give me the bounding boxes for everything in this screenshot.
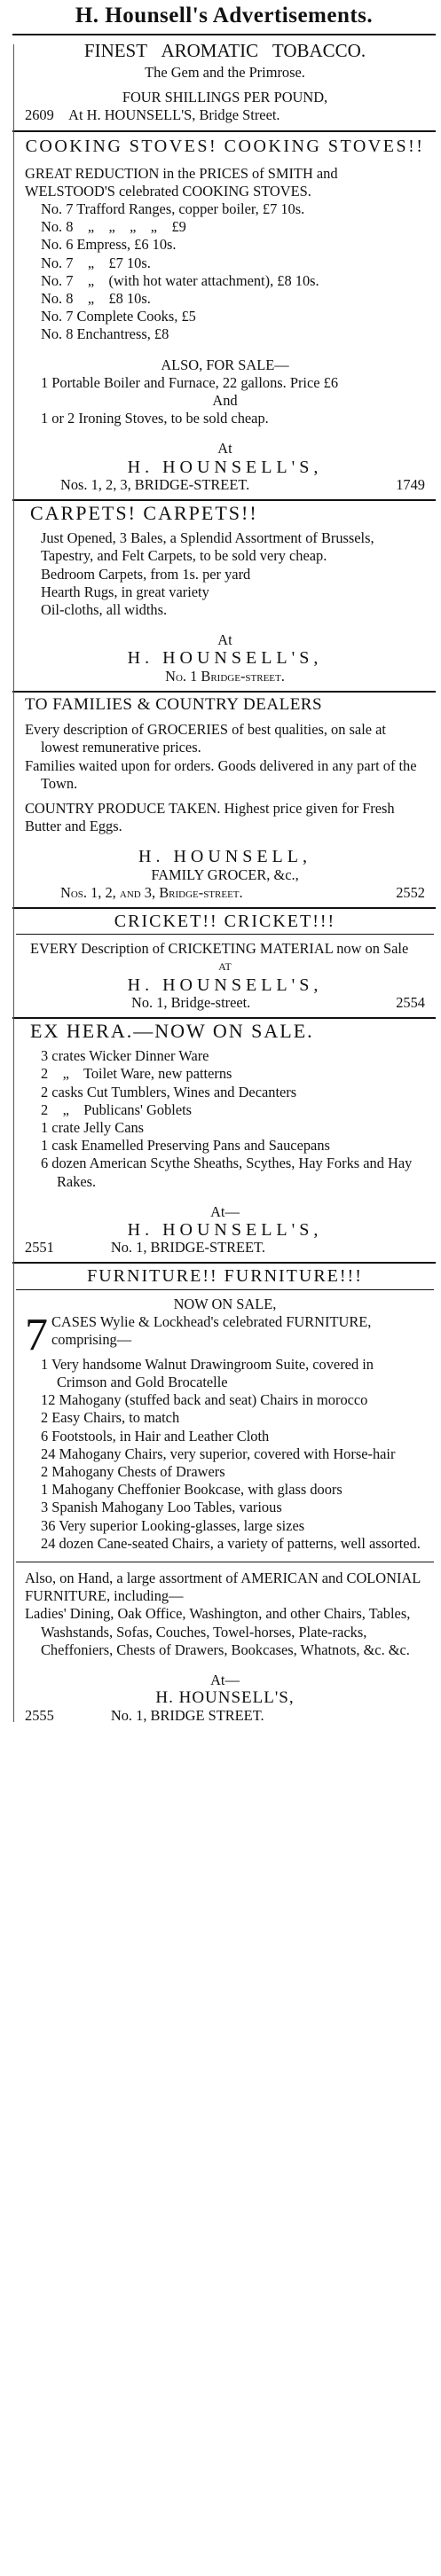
cricket-body: EVERY Description of CRICKETING MATERIAL now on Sale [30, 940, 409, 958]
seller-name: H. HOUNSELL'S, [127, 975, 323, 995]
list-item: No. 8 Enchantress, £8 [41, 325, 169, 343]
cooking-stoves-heading: COOKING STOVES! COOKING STOVES!! [25, 136, 425, 156]
list-item: 3 Spanish Mahogany Loo Tables, various [41, 1499, 282, 1516]
grocer-paragraph: COUNTRY PRODUCE TAKEN. Highest price given for Fresh Butter and Eggs. [25, 799, 395, 835]
list-item: 2 Easy Chairs, to match [41, 1409, 180, 1427]
seller-name: H. HOUNSELL, [138, 847, 311, 867]
list-item: 36 Very superior Looking-glasses, large sizes [41, 1516, 305, 1534]
margin-line [13, 44, 14, 1722]
seller-name: H. HOUNSELL'S, [127, 648, 323, 669]
furniture-intro-block [25, 1309, 425, 1360]
spacer [25, 714, 425, 721]
tobacco-subtitle: The Gem and the Primrose. [145, 64, 305, 81]
list-item: 24 dozen Cane-seated Chairs, a variety of patterns, well assorted. [41, 1534, 421, 1552]
list-item: 24 Mahogany Chairs, very superior, covered with Horse-hair [41, 1445, 396, 1462]
list-item: No. 7 Trafford Ranges, copper boiler, £7 10s. [41, 200, 305, 218]
ironing-item: 1 or 2 Ironing Stoves, to be sold cheap. [41, 410, 269, 427]
headline-finest: FINEST [83, 40, 147, 61]
list-item: 6 Footstools, in Hair and Leather Cloth [41, 1427, 270, 1445]
advertisement-page [11, 0, 437, 1731]
divider [16, 1289, 434, 1290]
advert-number: 2552 [396, 883, 425, 901]
tobacco-address-row [25, 106, 425, 124]
grocer-paragraph: Families waited upon for orders. Goods delivered in any part of the Town. [25, 756, 417, 792]
ex-hera-advert [11, 1019, 437, 1262]
list-item: 2 „ Publicans' Goblets [41, 1100, 193, 1118]
page-title: H. Hounsell's Advertisements. [75, 4, 374, 27]
address-row [25, 994, 425, 1012]
carpets-intro: Just Opened, 3 Bales, a Splendid Assortment of Brussels, Tapestry, and Felt Carpets, to be sold very cheap. [41, 529, 374, 565]
list-item: 12 Mahogany (stuffed back and seat) Chairs in morocco [41, 1391, 368, 1409]
advert-number: 1749 [396, 475, 425, 493]
spacer [25, 158, 425, 165]
seller-name: H. HOUNSELL'S, [127, 1219, 323, 1240]
list-item: No. 8 „ £8 10s. [41, 290, 151, 308]
seller-address: Nos. 1, 2, 3, BRIDGE-STREET. [60, 475, 250, 493]
address-row [25, 476, 425, 494]
furniture-catalogue: Ladies' Dining, Oak Office, Washington, and other Chairs, Tables, Washstands, Sofas, Couches, Towel-horses, Plate-racks, Cheffoniers, Chests of Drawers, Bookcases, Whatnots, &c. &c. [25, 1605, 411, 1658]
seller-name: H. HOUNSELL'S, [127, 457, 323, 477]
divider [16, 934, 434, 935]
tobacco-address: At H. HOUNSELL'S, Bridge Street. [68, 106, 280, 124]
at-text: AT [218, 960, 232, 974]
address-row [25, 1239, 425, 1257]
spacer [25, 344, 425, 356]
list-item: No. 7 Complete Cooks, £5 [41, 308, 196, 325]
tobacco-advert [11, 35, 437, 130]
headline-tobacco: TOBACCO. [272, 40, 366, 61]
cooking-stoves-intro: GREAT REDUCTION in the PRICES of SMITH and WELSTOOD'S celebrated COOKING STOVES. [25, 164, 338, 200]
spacer [25, 1659, 425, 1672]
seller-role: FAMILY GROCER, &c., [151, 865, 299, 883]
at-text: At [217, 631, 232, 649]
list-item: No. 7 „ (with hot water attachment), £8 10s. [41, 271, 319, 289]
grocer-paragraph: Every description of GROCERIES of best qualities, on sale at lowest remunerative prices. [25, 721, 386, 756]
stove-list [25, 200, 425, 344]
list-item: 1 Very handsome Walnut Drawingroom Suite, covered in Crimson and Gold Brocatelle [41, 1355, 374, 1390]
list-item: No. 6 Empress, £6 10s. [41, 236, 177, 254]
furniture-heading: FURNITURE!! FURNITURE!!! [87, 1266, 363, 1287]
list-item: 1 Mahogany Cheffonier Bookcase, with glass doors [41, 1481, 343, 1499]
list-item: 2 Mahogany Chests of Drawers [41, 1463, 225, 1480]
spacer [25, 427, 425, 440]
list-item: 1 crate Jelly Cans [41, 1118, 145, 1136]
tobacco-headline [25, 37, 425, 64]
list-item: No. 7 „ £7 10s. [41, 254, 151, 271]
carpets-list [25, 566, 425, 620]
grocer-heading: TO FAMILIES & COUNTRY DEALERS [25, 694, 323, 714]
seller-address: No. 1 Bridge-street. [165, 667, 285, 685]
advert-number: 2551 [25, 1239, 54, 1257]
seller-address: No. 1, BRIDGE-STREET. [110, 1239, 265, 1257]
grocer-advert [11, 693, 437, 907]
advert-number: 2554 [396, 993, 425, 1011]
now-on-sale: NOW ON SALE, [173, 1295, 277, 1312]
seller-name: H. HOUNSELL'S, [155, 1688, 295, 1708]
seller-address: No. 1, Bridge-street. [131, 993, 251, 1011]
spacer [25, 82, 425, 89]
furniture-also: Also, on Hand, a large assortment of AMERICAN and COLONIAL FURNITURE, including— [25, 1570, 421, 1605]
furniture-advert [11, 1264, 437, 1730]
ex-hera-heading: EX HERA.—NOW ON SALE. [30, 1019, 314, 1042]
list-item: Bedroom Carpets, from 1s. per yard [41, 565, 251, 583]
ex-hera-list [25, 1047, 425, 1191]
spacer [25, 619, 425, 631]
list-item: 2 casks Cut Tumblers, Wines and Decanters [41, 1083, 297, 1100]
spacer [25, 835, 425, 848]
address-row [25, 1707, 425, 1725]
at-text: At [217, 440, 232, 458]
list-item: 3 crates Wicker Dinner Ware [41, 1047, 209, 1065]
carpets-heading: CARPETS! CARPETS!! [30, 502, 258, 525]
and-text: And [212, 392, 238, 410]
carpets-advert [11, 501, 437, 691]
list-item: 6 dozen American Scythe Sheaths, Scythes, Hay Forks and Hay Rakes. [41, 1155, 413, 1190]
spacer [25, 793, 425, 800]
advert-number: 2555 [25, 1707, 54, 1725]
furniture-intro: CASES Wylie & Lockhead's celebrated FURNITURE, comprising— [51, 1312, 372, 1348]
list-item: Oil-cloths, all widths. [41, 601, 168, 619]
seller-address: Nos. 1, 2, and 3, Bridge-street. [60, 883, 243, 901]
boiler-item: 1 Portable Boiler and Furnace, 22 gallons. Price £6 [41, 373, 339, 391]
big-number: 7 [25, 1309, 48, 1360]
list-item: 1 cask Enamelled Preserving Pans and Saucepans [41, 1137, 330, 1155]
list-item: Hearth Rugs, in great variety [41, 583, 209, 600]
address-row [25, 884, 425, 902]
spacer [25, 1191, 425, 1203]
seller-address: No. 1, BRIDGE STREET. [110, 1707, 264, 1725]
cricket-advert [11, 909, 437, 1017]
cooking-stoves-advert [11, 132, 437, 499]
list-item: 2 „ Toilet Ware, new patterns [41, 1065, 232, 1083]
advert-number: 2609 [25, 106, 54, 124]
headline-aromatic: AROMATIC [161, 40, 259, 61]
at-text: At— [210, 1202, 240, 1220]
also-for-sale: ALSO, FOR SALE— [161, 356, 289, 373]
furniture-list [25, 1356, 425, 1553]
tobacco-price: FOUR SHILLINGS PER POUND, [122, 89, 328, 106]
at-text: At— [210, 1672, 240, 1689]
cricket-heading: CRICKET!! CRICKET!!! [114, 911, 336, 931]
list-item: No. 8 „ „ „ „ £9 [41, 218, 186, 236]
